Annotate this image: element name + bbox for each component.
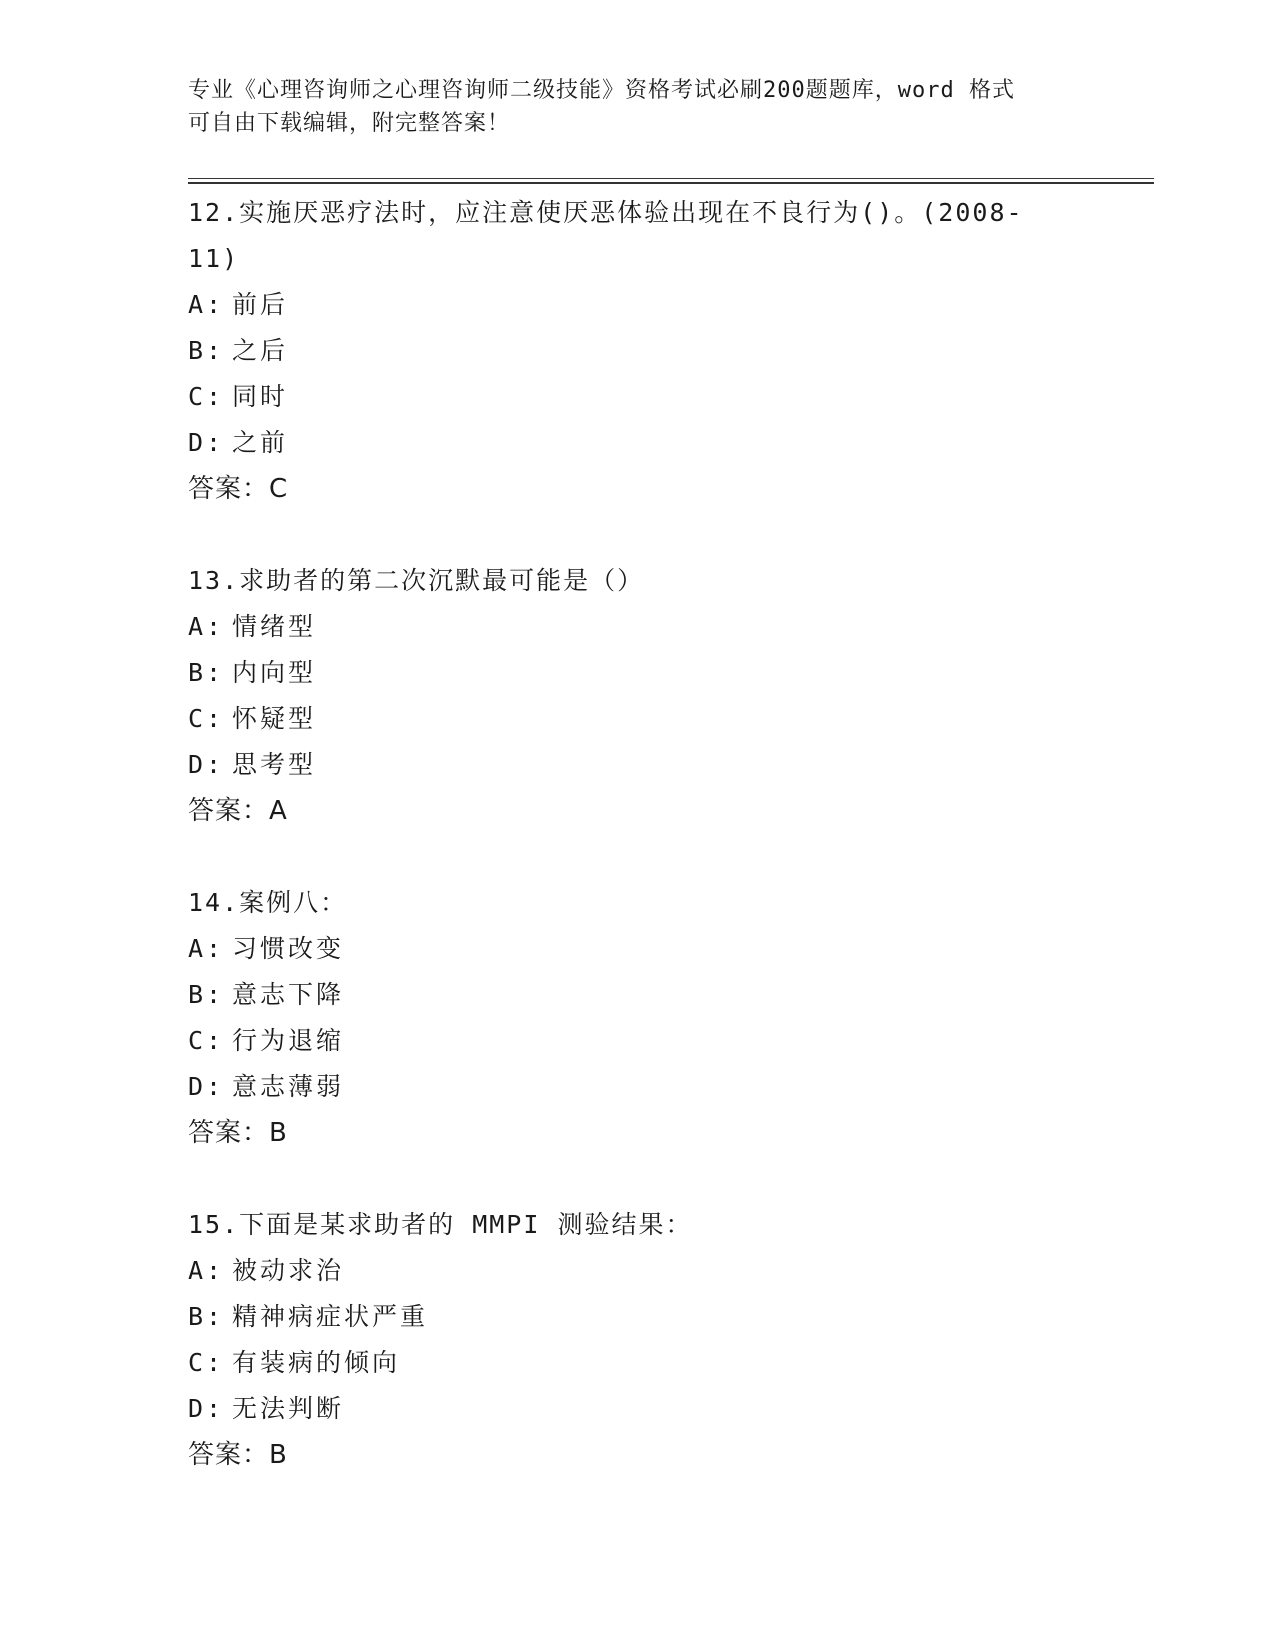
option-letter: D: bbox=[188, 1072, 225, 1101]
question-15 bbox=[188, 1202, 1068, 1478]
option-letter: C: bbox=[188, 704, 225, 733]
option-letter: D: bbox=[188, 428, 225, 457]
option-a bbox=[188, 282, 1068, 328]
option-d bbox=[188, 1386, 1068, 1432]
answer-line: 答案：B bbox=[188, 1118, 288, 1148]
option-letter: A: bbox=[188, 934, 225, 963]
option-text: 内向型 bbox=[232, 658, 317, 687]
option-text: 情绪型 bbox=[232, 612, 317, 641]
option-letter: B: bbox=[188, 336, 225, 365]
answer-line: 答案：A bbox=[188, 796, 288, 826]
header-divider-thick bbox=[188, 182, 1154, 184]
option-text: 同时 bbox=[232, 382, 289, 411]
option-b bbox=[188, 650, 1068, 696]
option-text: 被动求治 bbox=[232, 1256, 345, 1285]
option-text: 意志下降 bbox=[232, 980, 345, 1009]
answer-line: 答案：B bbox=[188, 1440, 288, 1470]
option-letter: A: bbox=[188, 612, 225, 641]
option-text: 之后 bbox=[232, 336, 289, 365]
option-letter: B: bbox=[188, 1302, 225, 1331]
option-text: 无法判断 bbox=[232, 1394, 345, 1423]
header-line-1: 专业《心理咨询师之心理咨询师二级技能》资格考试必刷200题题库，word 格式 bbox=[188, 78, 1015, 103]
option-letter: A: bbox=[188, 290, 225, 319]
option-b bbox=[188, 1294, 1068, 1340]
option-letter: A: bbox=[188, 1256, 225, 1285]
option-text: 前后 bbox=[232, 290, 289, 319]
option-text: 意志薄弱 bbox=[232, 1072, 345, 1101]
option-text: 习惯改变 bbox=[232, 934, 345, 963]
option-a bbox=[188, 926, 1068, 972]
option-letter: D: bbox=[188, 1394, 225, 1423]
option-d bbox=[188, 742, 1068, 788]
option-a bbox=[188, 1248, 1068, 1294]
option-text: 之前 bbox=[232, 428, 289, 457]
option-letter: C: bbox=[188, 382, 225, 411]
option-letter: B: bbox=[188, 980, 225, 1009]
option-letter: C: bbox=[188, 1026, 225, 1055]
option-letter: D: bbox=[188, 750, 225, 779]
question-title: 14.案例八： bbox=[188, 888, 348, 917]
question-13 bbox=[188, 558, 1068, 834]
question-12 bbox=[188, 190, 1068, 512]
option-text: 行为退缩 bbox=[232, 1026, 345, 1055]
option-b bbox=[188, 328, 1068, 374]
header-line-2: 可自由下载编辑，附完整答案！ bbox=[188, 111, 511, 136]
option-c bbox=[188, 696, 1068, 742]
document-header bbox=[188, 74, 1088, 140]
question-list bbox=[188, 190, 1068, 1524]
answer-line: 答案：C bbox=[188, 474, 289, 504]
option-text: 思考型 bbox=[232, 750, 317, 779]
option-letter: B: bbox=[188, 658, 225, 687]
header-divider-thin bbox=[188, 178, 1154, 179]
option-d bbox=[188, 1064, 1068, 1110]
option-c bbox=[188, 1340, 1068, 1386]
question-title: 12.实施厌恶疗法时，应注意使厌恶体验出现在不良行为()。(2008-11) bbox=[188, 198, 1024, 273]
question-title: 15.下面是某求助者的 MMPI 测验结果： bbox=[188, 1210, 693, 1239]
option-text: 怀疑型 bbox=[232, 704, 317, 733]
option-text: 精神病症状严重 bbox=[232, 1302, 429, 1331]
option-c bbox=[188, 1018, 1068, 1064]
question-title: 13.求助者的第二次沉默最可能是（） bbox=[188, 566, 645, 595]
option-c bbox=[188, 374, 1068, 420]
option-letter: C: bbox=[188, 1348, 225, 1377]
option-a bbox=[188, 604, 1068, 650]
question-14 bbox=[188, 880, 1068, 1156]
option-b bbox=[188, 972, 1068, 1018]
option-d bbox=[188, 420, 1068, 466]
option-text: 有装病的倾向 bbox=[232, 1348, 401, 1377]
